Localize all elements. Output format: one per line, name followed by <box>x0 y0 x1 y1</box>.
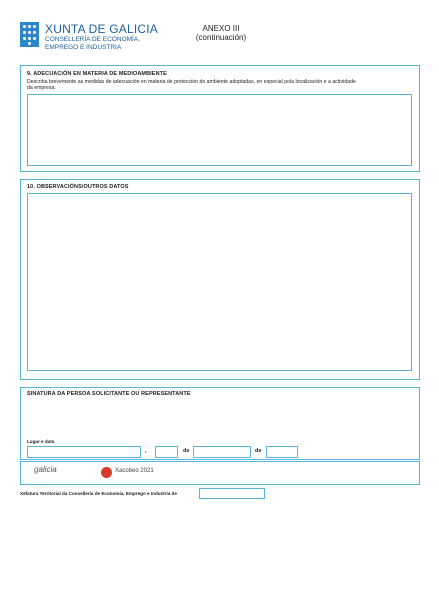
org-subtitle <box>45 36 140 52</box>
org-subtitle-line2: EMPREGO E INDUSTRIA <box>45 44 122 51</box>
section-9-title: 9. ADECUACIÓN EN MATERIA DE MEDIOAMBIENTE <box>27 71 167 77</box>
day-input[interactable] <box>155 446 178 458</box>
galicia-logo: galicia <box>34 465 57 474</box>
section-10-title: 10. OBSERVACIÓNS/OUTROS DATOS <box>27 184 129 190</box>
month-input[interactable] <box>193 446 251 458</box>
de-separator-1: de <box>183 448 190 454</box>
xunta-logo-icon <box>20 22 39 47</box>
comma-separator: , <box>145 448 147 454</box>
place-input[interactable] <box>27 446 141 458</box>
place-date-label: Lugar e data <box>27 439 55 444</box>
year-input[interactable] <box>266 446 298 458</box>
section-9-desc-line2: da empresa: <box>27 85 56 92</box>
xacobeo-logo-text: Xacobeo 2021 <box>115 468 154 474</box>
footer-label: Xefatura Territorial da Consellería de Economía, Emprego e Industria de <box>20 491 177 496</box>
org-subtitle-line1: CONSELLERÍA DE ECONOMÍA, <box>45 36 140 43</box>
section-9-textarea[interactable] <box>27 94 412 166</box>
xacobeo-logo-icon <box>101 467 112 478</box>
section-9-desc-line1: Describa brevemente as medidas de adecuación en materia de protección do ambiente adoptadas, en especial pola localización e a actividade <box>27 79 356 85</box>
section-9-description <box>27 79 417 91</box>
section-10-textarea[interactable] <box>27 193 412 371</box>
annex-title <box>188 24 254 42</box>
logos-box <box>20 461 420 485</box>
footer-input[interactable] <box>199 488 265 499</box>
de-separator-2: de <box>255 448 262 454</box>
org-name: XUNTA DE GALICIA <box>45 22 159 36</box>
annex-continuation: (continuación) <box>195 33 247 42</box>
annex-label: ANEXO III <box>202 24 240 33</box>
signature-title: SINATURA DA PERSOA SOLICITANTE OU REPRESENTANTE <box>27 391 191 397</box>
